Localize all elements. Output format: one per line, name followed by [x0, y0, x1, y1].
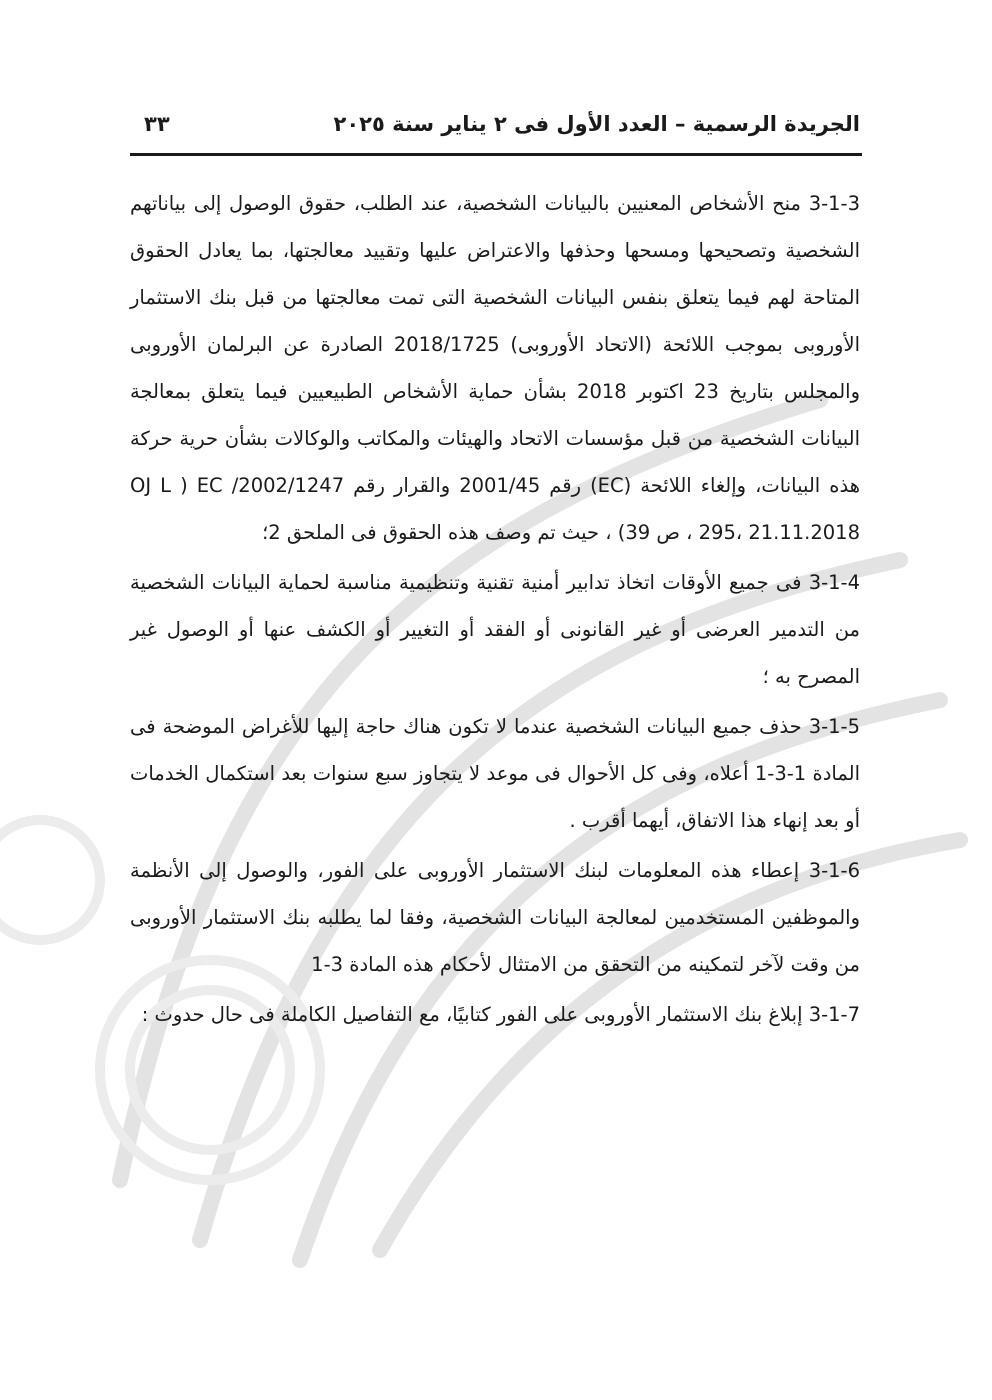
header-title: الجريدة الرسمية – العدد الأول فى ٢ يناير سنة ٢٠٢٥ — [333, 112, 860, 136]
paragraph-3-1-6: 3-1-6 إعطاء هذه المعلومات لبنك الاستثمار الأوروبى على الفور، والوصول إلى الأنظمة والموظفين المستخدمين لمعالجة البيانات الشخصية، وفقا لما يطلبه بنك الاستثمار الأوروبى من وقت لآخر لتمكينه من التحقق من الامتثال لأحكام هذه المادة 3-1 — [130, 859, 860, 976]
paragraph-3-1-4: 3-1-4 فى جميع الأوقات اتخاذ تدابير أمنية تقنية وتنظيمية مناسبة لحماية البيانات الشخصية من التدمير العرضى أو غير القانونى أو الفقد أو التغيير أو الكشف عنها أو الوصول غير المصرح به ؛ — [130, 571, 860, 688]
page-number: ٣٣ — [144, 112, 170, 136]
paragraph-3-1-5: 3-1-5 حذف جميع البيانات الشخصية عندما لا تكون هناك حاجة إليها للأغراض الموضحة فى المادة 1-3-1 أعلاه، وفى كل الأحوال فى موعد لا يتجاوز سبع سنوات بعد استكمال الخدمات أو بعد إنهاء هذا الاتفاق، أيهما أقرب . — [130, 715, 860, 832]
header-divider — [130, 153, 862, 156]
paragraph-3-1-3: 3-1-3 منح الأشخاص المعنيين بالبيانات الشخصية، عند الطلب، حقوق الوصول إلى بياناتهم الشخصية وتصحيحها ومسحها وحذفها والاعتراض عليها وتقييد معالجتها، بما يعادل الحقوق المتاحة لهم فيما يتعلق بنفس البيانات الشخصية التى تمت معالجتها من قبل بنك الاستثمار الأوروبى بموجب اللائحة (الاتحاد الأوروبى) 2018/1725 الصادرة عن البرلمان الأوروبى والمجلس بتاريخ 23 اكتوبر 2018 بشأن حماية الأشخاص الطبيعيين فيما يتعلق بمعالجة البيانات الشخصية من قبل مؤسسات الاتحاد والهيئات والمكاتب والوكالات بشأن حرية حركة هذه البيانات، وإلغاء اللائحة (EC) رقم 2001/45 والقرار رقم 2002/1247/ EC ( OJ L 295، 21.11.2018 ، ص 39) ، حيث تم وصف هذه الحقوق فى الملحق 2؛ — [130, 192, 861, 544]
document-body — [130, 180, 860, 1038]
paragraph-3-1-7: 3-1-7 إبلاغ بنك الاستثمار الأوروبى على الفور كتابيًا، مع التفاصيل الكاملة فى حال حدوث : — [141, 1003, 860, 1026]
page-header — [130, 108, 860, 148]
